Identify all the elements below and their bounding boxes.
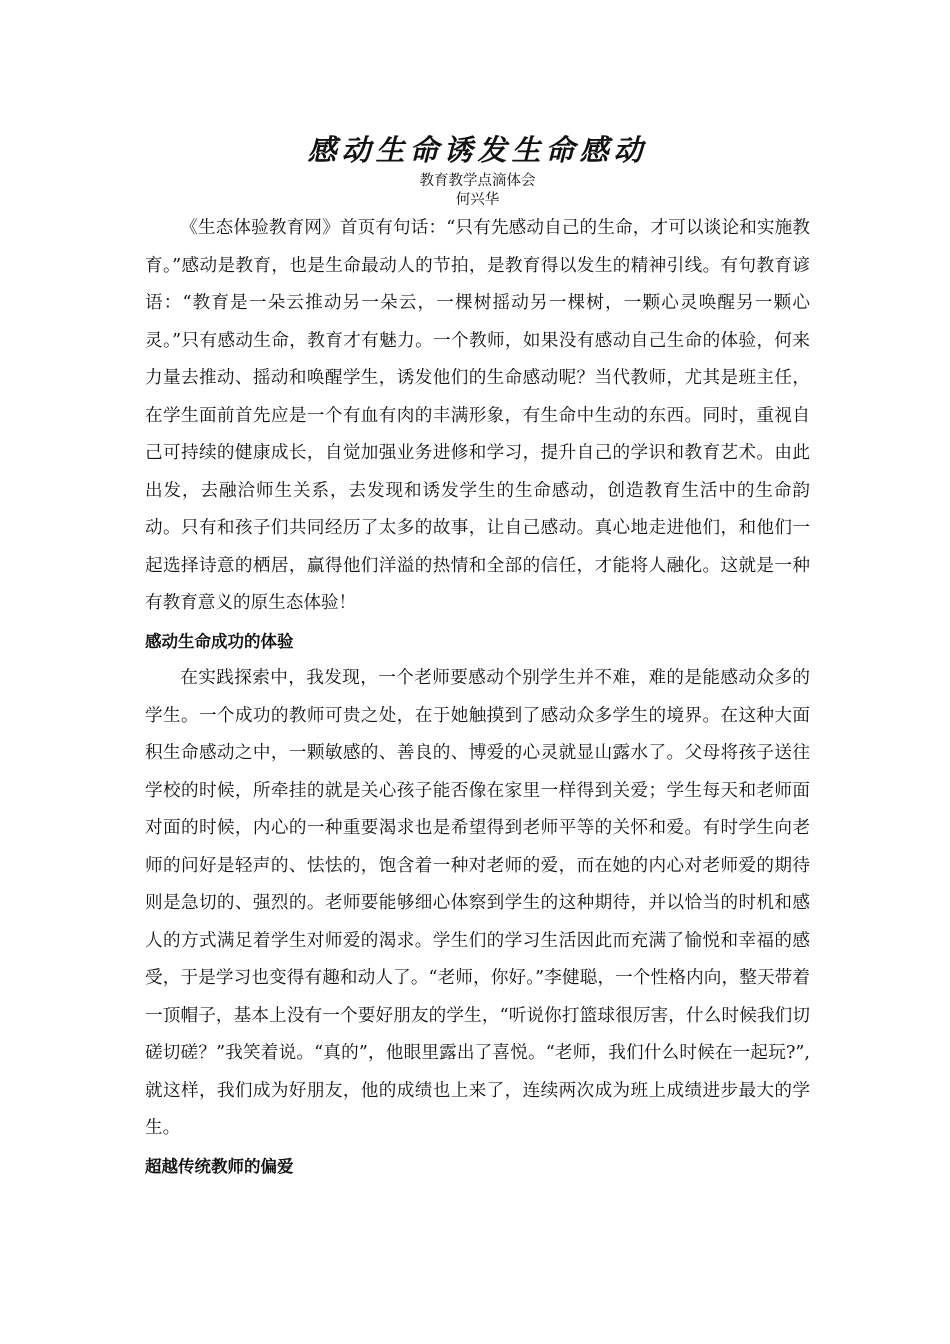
document-title: 感动生命诱发生命感动 (307, 133, 648, 167)
section-heading-2: 超越传统教师的偏爱 (145, 1156, 294, 1176)
intro-paragraph: 《生态体验教育网》首页有句话：“只有先感动自己的生命，才可以谈论和实施教育。”感动是教育，也是生命最动人的节拍，是教育得以发生的精神引线。有句教育谚语：“教育是一朵云推动另一朵云，一棵树摇动另一棵树，一颗心灵唤醒另一颗心灵。”只有感动生命，教育才有魅力。一个教师，如果没有感动自己生命的体验，何来力量去推动、摇动和唤醒学生，诱发他们的生命感动呢？当代教师，尤其是班主任，在学生面前首先应是一个有血有肉的丰满形象，有生命中生动的东西。同时，重视自己可持续的健康成长，自觉加强业务进修和学习，提升自己的学识和教育艺术。由此出发，去融洽师生关系，去发现和诱发学生的生命感动，创造教育生活中的生命韵动。只有和孩子们共同经历了太多的故事，让自己感动。真心地走进他们，和他们一起选择诗意的栖居，赢得他们洋溢的热情和全部的信任，才能将人融化。这就是一种有教育意义的原生态体验！ (145, 218, 810, 613)
document-page (145, 128, 810, 1185)
section-paragraph-1: 在实践探索中，我发现，一个老师要感动个别学生并不难，难的是能感动众多的学生。一个成功的教师可贵之处，在于她触摸到了感动众多学生的境界。在这种大面积生命感动之中，一颗敏感的、善良的、博爱的心灵就显山露水了。父母将孩子送往学校的时候，所牵挂的就是关心孩子能否像在家里一样得到关爱；学生每天和老师面对面的时候，内心的一种重要渴求也是希望得到老师平等的关怀和爱。有时学生向老师的问好是轻声的、怯怯的，饱含着一种对老师的爱，而在她的内心对老师爱的期待则是急切的、强烈的。老师要能够细心体察到学生的这种期待，并以恰当的时机和感人的方式满足着学生对师爱的渴求。学生们的学习生活因此而充满了愉悦和幸福的感受，于是学习也变得有趣和动人了。“老师，你好。”李健聪，一个性格内向，整天带着一顶帽子，基本上没有一个要好朋友的学生，“听说你打篮球很厉害，什么时候我们切磋切磋？”我笑着说。“真的”，他眼里露出了喜悦。“老师，我们什么时候在一起玩?”,就这样，我们成为好朋友，他的成绩也上来了，连续两次成为班上成绩进步最大的学生。 (145, 668, 810, 1138)
document-author: 何兴华 (455, 192, 500, 208)
document-subtitle: 教育教学点滴体会 (419, 173, 536, 189)
section-heading-1: 感动生命成功的体验 (145, 631, 294, 651)
